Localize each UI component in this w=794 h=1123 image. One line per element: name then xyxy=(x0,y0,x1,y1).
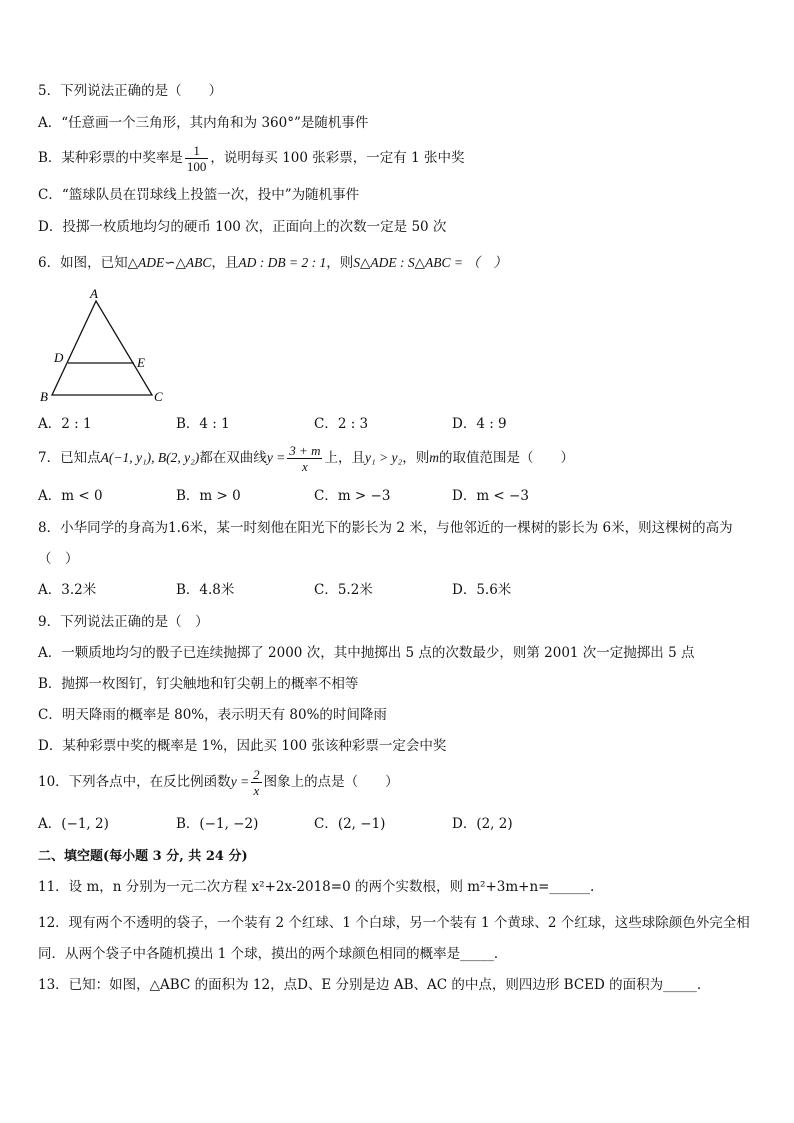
q8-stem-line1: 8．小华同学的身高为1.6米，某一时刻他在阳光下的影长为 2 米，与他邻近的一棵树的影长为 6米，则这棵树的高为 xyxy=(38,520,733,536)
q6-stem-mid2: ，则 xyxy=(326,255,354,271)
section-2-title: 二、填空题(每小题 3 分, 共 24 分) xyxy=(38,849,248,864)
q7-fraction xyxy=(287,443,322,474)
q10-option-b: B．(−1, −2) xyxy=(176,816,259,832)
q5-option-b-pre: B．某种彩票的中奖率是 xyxy=(38,150,183,166)
q5-option-c: C．“篮球队员在罚球线上投篮一次，投中”为随机事件 xyxy=(38,187,360,203)
label-d: D xyxy=(54,350,64,365)
q9-option-b: B．抛掷一枚图钉，钉尖触地和钉尖朝上的概率不相等 xyxy=(38,676,359,692)
label-a: A xyxy=(90,286,98,301)
q5-stem: 5．下列说法正确的是（ ） xyxy=(38,83,223,99)
q7-stem xyxy=(38,440,574,476)
q7-stem-post: ，则 xyxy=(402,450,430,466)
q6-option-d: D．4 : 9 xyxy=(452,416,507,432)
q7-option-c: C．m > −3 xyxy=(314,488,391,504)
q5-fraction-den: 100 xyxy=(186,159,207,174)
q9-stem: 9．下列说法正确的是（ ） xyxy=(38,614,209,630)
q10-fraction-den: x xyxy=(253,783,260,798)
q8-option-b: B．4.8米 xyxy=(176,582,235,598)
q6-similar: △ADE∽△ABC xyxy=(127,255,212,270)
q6-area-ratio: S△ADE : S△ABC = （ ） xyxy=(353,255,507,270)
q8-option-a: A．3.2米 xyxy=(38,582,97,598)
q10-stem xyxy=(38,764,399,800)
q6-triangle-figure xyxy=(34,284,174,406)
q9-option-d: D．某种彩票中奖的概率是 1%，因此买 100 张该种彩票一定会中奖 xyxy=(38,738,447,754)
q9-option-c: C．明天降雨的概率是 80%，表示明天有 80%的时间降雨 xyxy=(38,707,387,723)
q12-line2: 同．从两个袋子中各随机摸出 1 个球，摸出的两个球颜色相同的概率是_____． xyxy=(38,946,508,962)
q6-ratio: AD : DB = 2 : 1 xyxy=(238,255,327,270)
q6-option-a: A．2 : 1 xyxy=(38,416,92,432)
triangle-abc xyxy=(52,301,152,395)
q5-fraction xyxy=(185,143,209,174)
q5-option-a: A．“任意画一个三角形，其内角和为 360°”是随机事件 xyxy=(38,115,369,131)
q5-option-d: D．投掷一枚质地均匀的硬币 100 次，正面向上的次数一定是 50 次 xyxy=(38,219,447,235)
q5-fraction-num: 1 xyxy=(185,143,209,159)
q9-option-a: A．一颗质地均匀的骰子已连续抛掷了 2000 次，其中抛掷出 5 点的次数最少，则第 2001 次一定抛掷出 5 点 xyxy=(38,645,695,661)
q7-curve-lhs: y = xyxy=(266,450,286,465)
q8-stem-line2: （ ） xyxy=(38,551,79,567)
label-b: B xyxy=(40,389,48,404)
q8-option-d: D．5.6米 xyxy=(452,582,512,598)
q7-stem-mid: 都在双曲线 xyxy=(199,450,267,466)
q7-fraction-num: 3 + m xyxy=(289,443,321,458)
q10-option-c: C．(2, −1) xyxy=(314,816,386,832)
q11-text: 11．设 m，n 分别为一元二次方程 x²+2x-2018=0 的两个实数根，则 m²+3m+n=______. xyxy=(38,879,595,895)
q10-option-d: D．(2, 2) xyxy=(452,816,513,832)
q10-stem-pre: 10．下列各点中，在反比例函数 xyxy=(38,774,231,790)
q5-option-b xyxy=(38,140,464,176)
q7-option-a: A．m < 0 xyxy=(38,488,103,504)
q7-stem-end: 的取值范围是（ ） xyxy=(438,450,574,466)
label-e: E xyxy=(137,355,145,370)
q6-stem-pre: 6．如图，已知 xyxy=(38,255,128,271)
q7-condition: y₁ > y₂ xyxy=(364,450,403,465)
q7-fraction-den: x xyxy=(301,459,308,474)
q7-option-b: B．m > 0 xyxy=(176,488,241,504)
q10-stem-post: 图象上的点是（ ） xyxy=(263,774,399,790)
q8-option-c: C．5.2米 xyxy=(314,582,373,598)
q10-fraction xyxy=(251,767,262,798)
q6-option-c: C．2 : 3 xyxy=(314,416,369,432)
q6-stem-mid: ，且 xyxy=(211,255,239,271)
q12-line1: 12．现有两个不透明的袋子，一个装有 2 个红球、1 个白球，另一个装有 1 个黄球、2 个红球，这些球除颜色外完全相 xyxy=(38,915,750,931)
q13-text: 13．已知：如图，△ABC 的面积为 12，点D、E 分别是边 AB、AC 的中点，则四边形 BCED 的面积为_____. xyxy=(38,977,702,993)
q7-stem-mid2: 上，且 xyxy=(324,450,365,466)
label-c: C xyxy=(154,389,163,404)
q10-fraction-num: 2 xyxy=(253,767,260,782)
q10-lhs: y = xyxy=(230,774,250,789)
q10-option-a: A．(−1, 2) xyxy=(38,816,109,832)
q7-stem-pre: 7．已知点 xyxy=(38,450,101,466)
q6-option-b: B．4 : 1 xyxy=(176,416,230,432)
q7-option-d: D．m < −3 xyxy=(452,488,529,504)
q5-option-b-post: ，说明每买 100 张彩票，一定有 1 张中奖 xyxy=(210,150,465,166)
q7-variable: m xyxy=(429,450,439,465)
q7-points: A(−1, y₁), B(2, y₂) xyxy=(100,450,200,465)
q6-stem xyxy=(38,253,507,273)
